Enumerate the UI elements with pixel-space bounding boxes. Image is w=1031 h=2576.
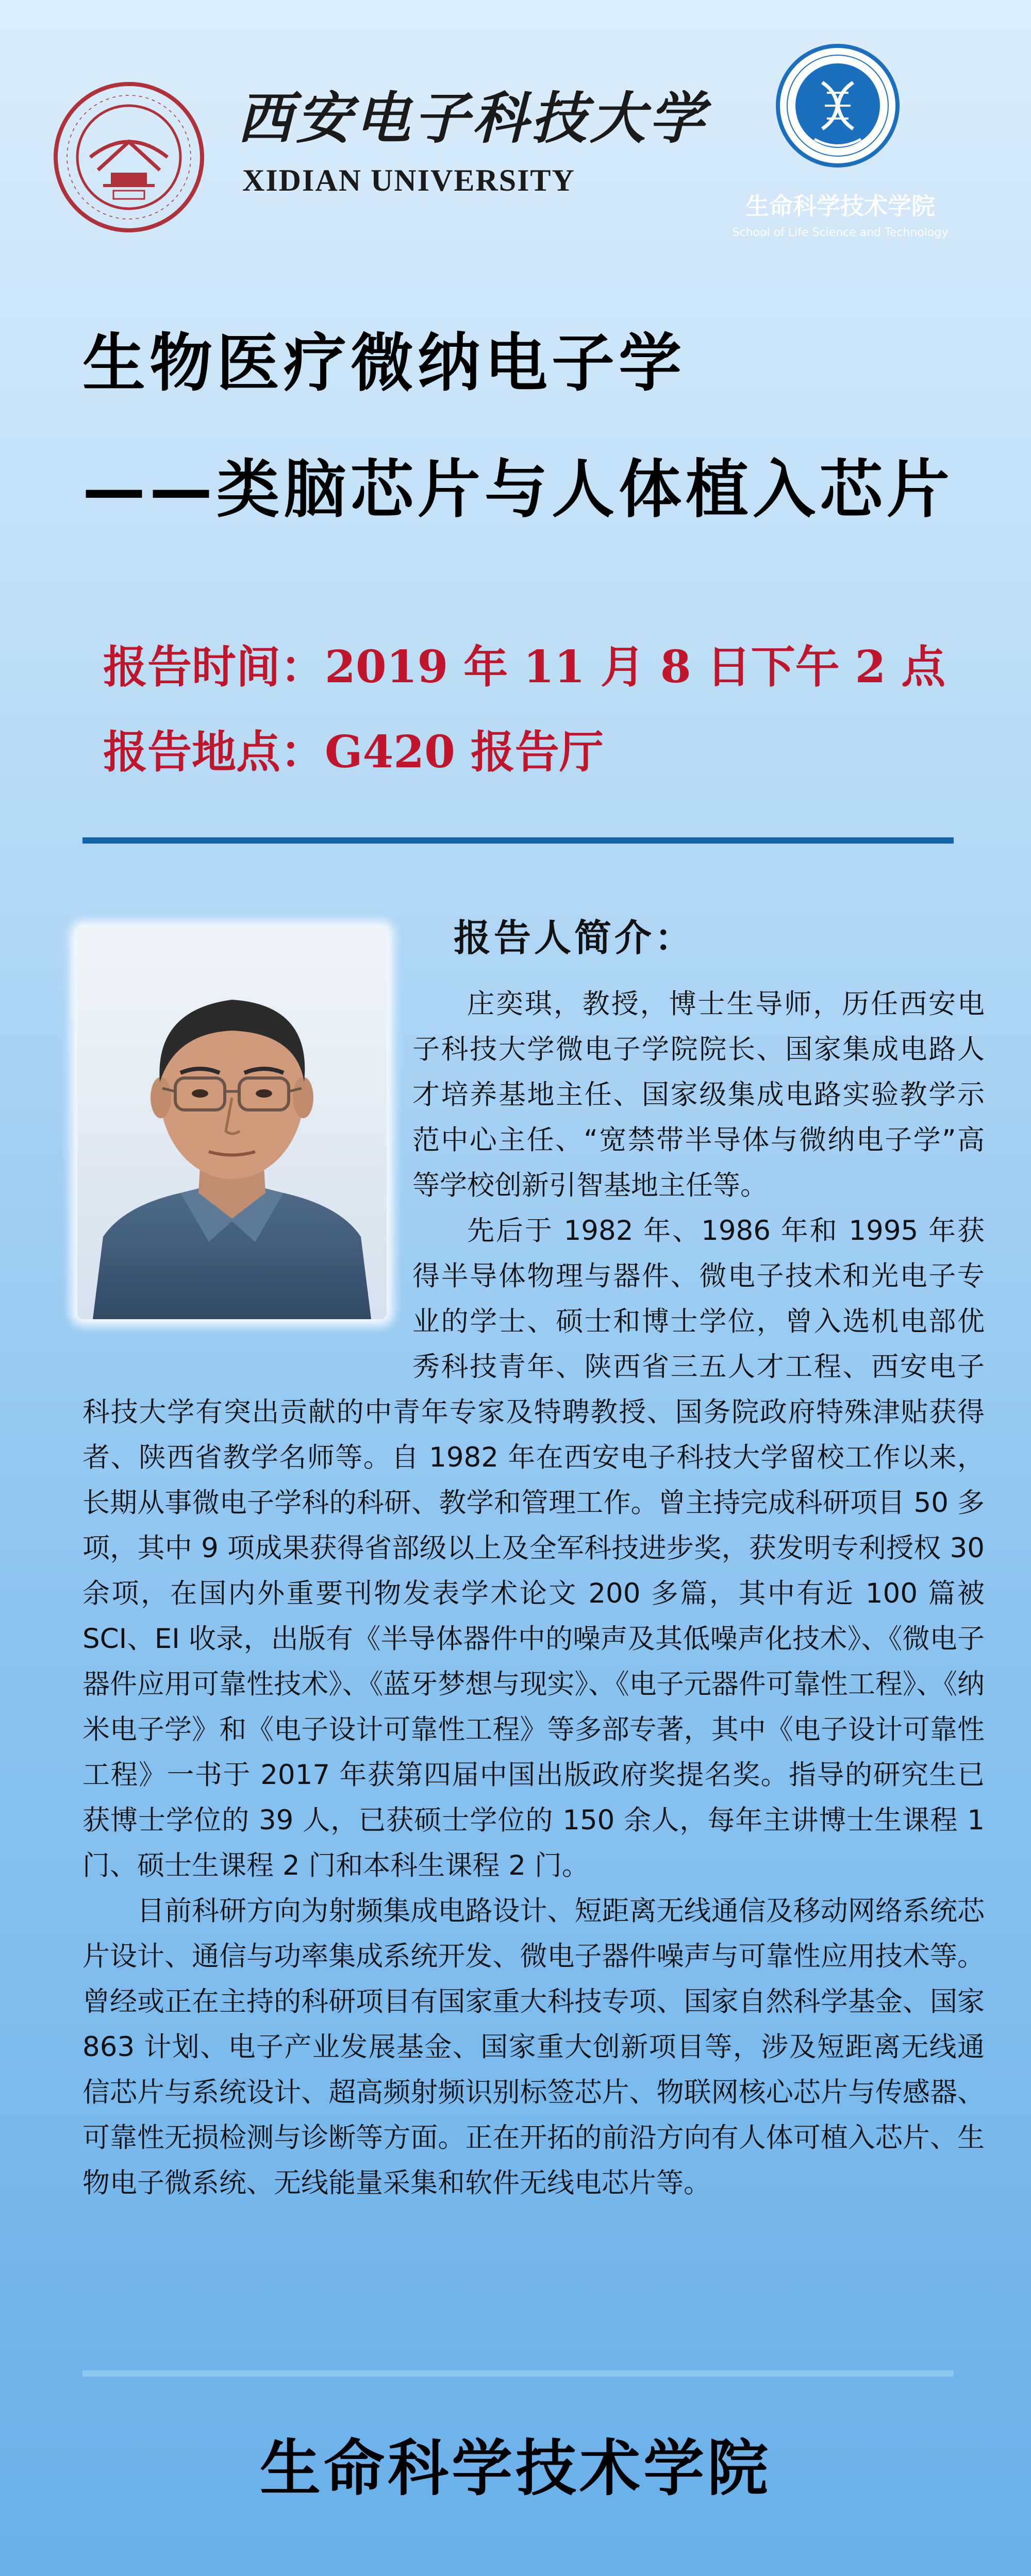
photo-spacer [82,982,412,1373]
life-science-logo-icon [773,41,902,170]
university-name-cn: 西安电子科技大学 [237,86,708,151]
divider-top [82,837,954,844]
university-name-en: XIDIAN UNIVERSITY [242,163,575,197]
footer-school-name: 生命科学技术学院 [259,2433,771,2504]
divider-bottom [82,2370,954,2377]
title-line-2: ——类脑芯片与人体植入芯片 [82,453,954,526]
school-name-en: School of Life Science and Technology [732,226,949,239]
title-line-1: 生物医疗微纳电子学 [82,327,686,400]
event-time: 报告时间：2019 年 11 月 8 日下午 2 点 [103,641,946,693]
event-place: 报告地点：G420 报告厅 [103,726,604,778]
bio-paragraph-2: 先后于 1982 年、1986 年和 1995 年获得半导体物理与器件、微电子技术和光电子专业的学士、硕士和博士学位，曾入选机电部优秀科技青年、陕西省三五人才工程、西安电子科技大学有突出贡献的中青年专家及特聘教授、国务院政府特殊津贴获得者、陕西省教学名师等。自 1982 年在西安电子科技大学留校工作以来，长期从事微电子学科的科研、教学和管理工作。曾主持完成科研项目 50 多项，其中 9 项成果获得省部级以上及全军科技进步奖，获发明专利授权 30 余项，在国内外重要刊物发表学术论文 200 多篇，其中有近 100 篇被 SCI、EI 收录，出版有《半导体器件中的噪声及其低噪声化技术》、《微电子器件应用可靠性技术》、《蓝牙梦想与现实》、《电子元器件可靠性工程》、《纳米电子学》和《电子设计可靠性工程》等多部专著，其中《电子设计可靠性工程》一书于 2017 年获第四届中国出版政府奖提名奖。指导的研究生已获博士学位的 39 人，已获硕士学位的 150 余人，每年主讲博士生课程 1 门、硕士生课程 2 门和本科生课程 2 门。 [82,1215,985,1881]
xidian-seal-icon [52,80,206,234]
bio-paragraph-3: 目前科研方向为射频集成电路设计、短距离无线通信及移动网络系统芯片设计、通信与功率集成系统开发、微电子器件噪声与可靠性应用技术等。曾经或正在主持的科研项目有国家重大科技专项、国家自然科学基金、国家 863 计划、电子产业发展基金、国家重大创新项目等，涉及短距离无线通信芯片与系统设计、超高频射频识别标签芯片、物联网核心芯片与传感器、可靠性无损检测与诊断等方面。正在开拓的前沿方向有人体可植入芯片、生物电子微系统、无线能量采集和软件无线电芯片等。 [82,1895,985,2199]
bio-paragraph-1: 庄奕琪，教授，博士生导师，历任西安电子科技大学微电子学院院长、国家集成电路人才培养基地主任、国家级集成电路实验教学示范中心主任、“宽禁带半导体与微纳电子学”高等学校创新引智基地主任等。 [412,988,985,1201]
school-name-cn: 生命科学技术学院 [745,192,935,220]
speaker-bio [82,982,985,2206]
speaker-heading: 报告人简介： [454,916,695,959]
